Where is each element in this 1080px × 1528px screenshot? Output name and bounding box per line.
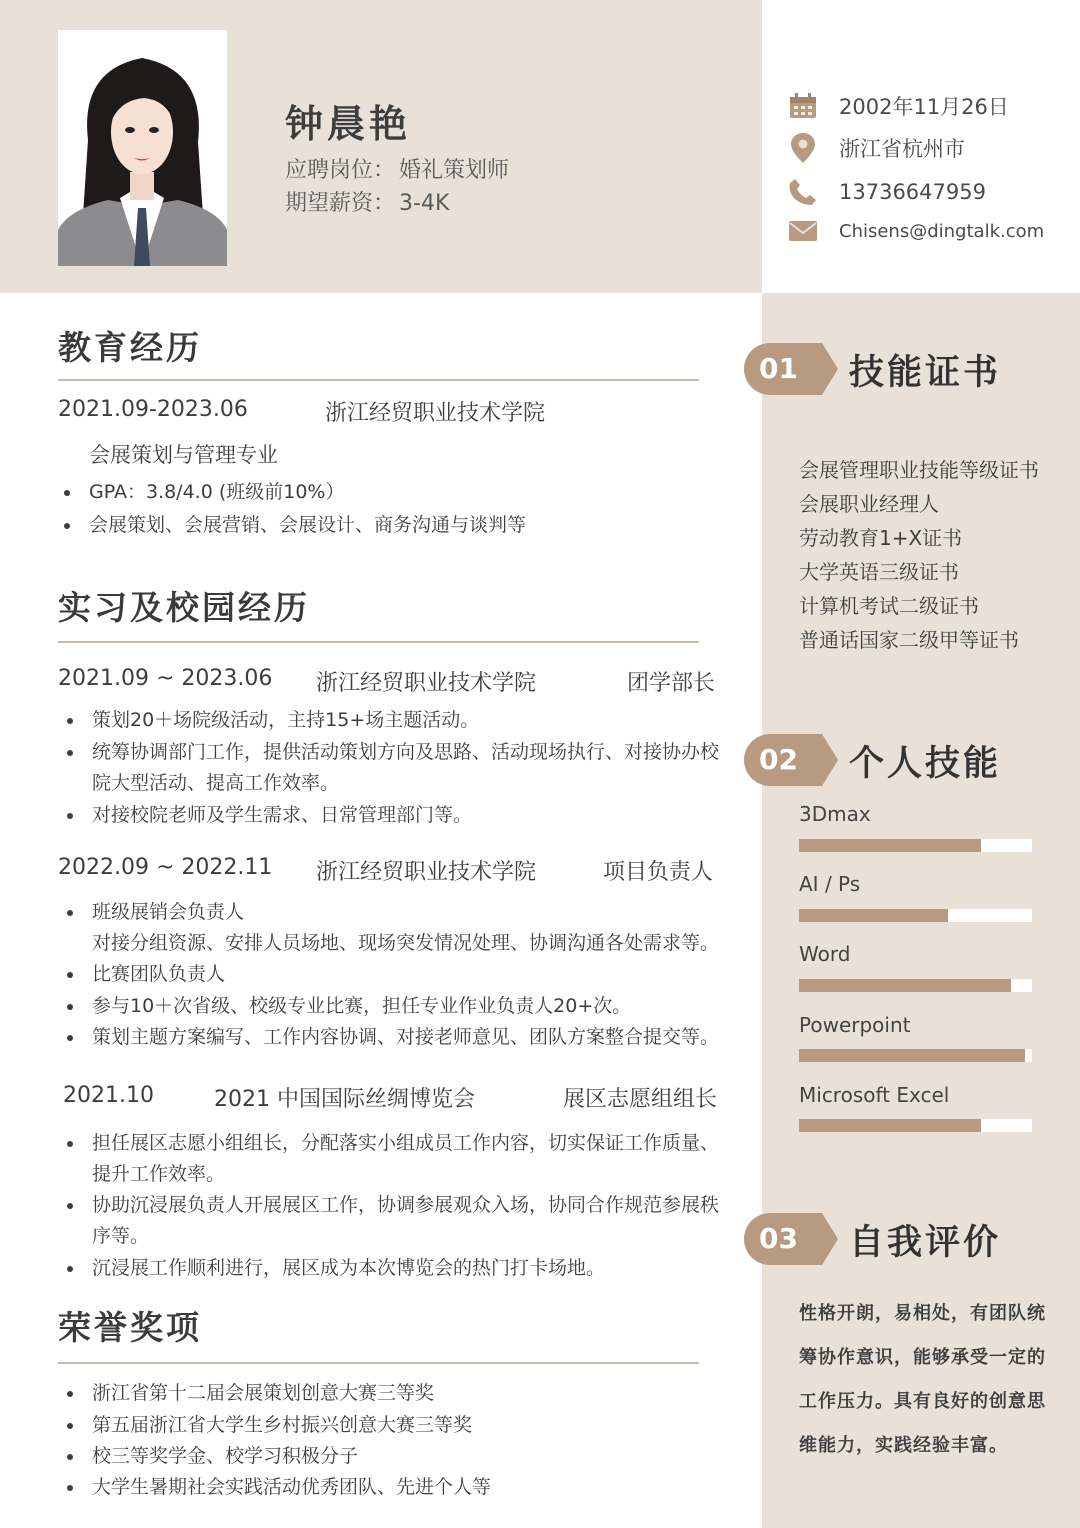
skill-bar	[799, 1049, 1032, 1062]
self-evaluation-number: 03	[759, 1222, 798, 1255]
skills-number-badge	[744, 734, 840, 786]
job-bullet: 协助沉浸展负责人开展展区工作，协调参展观众入场，协同合作规范参展秩序等。	[92, 1190, 732, 1252]
skill-bar-fill	[799, 1119, 981, 1132]
skill-name: Microsoft Excel	[799, 1083, 950, 1107]
job-period: 2022.09 ~ 2022.11	[58, 855, 273, 880]
certificates-title: 技能证书	[849, 353, 1002, 393]
contact-email	[788, 214, 1045, 248]
award-item: 第五届浙江省大学生乡村振兴创意大赛三等奖	[92, 1410, 472, 1441]
education-school: 浙江经贸职业技术学院	[325, 401, 546, 426]
education-major: 会展策划与管理专业	[89, 443, 278, 467]
awards-title: 荣誉奖项	[58, 1308, 202, 1347]
skill-bar-fill	[799, 909, 948, 922]
position-label: 应聘岗位：	[285, 158, 396, 183]
skill-name: 3Dmax	[799, 802, 871, 826]
profile-photo	[58, 30, 227, 266]
job-bullet: 统筹协调部门工作，提供活动策划方向及思路、活动现场执行、对接协办校院大型活动、提高工作效率。	[92, 737, 732, 799]
certificate-item: 会展职业经理人	[799, 492, 939, 516]
job-bullet: 沉浸展工作顺利进行，展区成为本次博览会的热门打卡场地。	[92, 1253, 732, 1284]
job-org: 浙江经贸职业技术学院	[316, 671, 537, 696]
job-bullet: 参与10＋次省级、校级专业比赛，担任专业作业负责人20+次。	[92, 991, 631, 1022]
skill-bar-fill	[799, 979, 1011, 992]
job-org: 浙江经贸职业技术学院	[316, 860, 537, 885]
skill-name: Word	[799, 942, 851, 966]
job-role: 项目负责人	[603, 860, 714, 885]
location-pin-icon	[788, 133, 818, 163]
job-org: 2021 中国国际丝绸博览会	[214, 1087, 475, 1112]
contact-location	[788, 131, 965, 165]
job-period: 2021.09 ~ 2023.06	[58, 666, 273, 691]
skill-bar	[799, 909, 1032, 922]
salary-value: 3-4K	[399, 191, 450, 216]
calendar-icon	[788, 91, 818, 121]
award-item: 大学生暑期社会实践活动优秀团队、先进个人等	[92, 1472, 491, 1503]
job-bullet: 策划主题方案编写、工作内容协调、对接老师意见、团队方案整合提交等。	[92, 1022, 719, 1053]
skill-bar	[799, 979, 1032, 992]
skill-bar-fill	[799, 1049, 1025, 1062]
job-period: 2021.10	[63, 1083, 154, 1108]
certificate-item: 普通话国家二级甲等证书	[799, 628, 1019, 652]
location-text: 浙江省杭州市	[839, 137, 965, 161]
self-evaluation-number-badge	[744, 1213, 840, 1265]
job-bullet: 比赛团队负责人	[92, 959, 225, 990]
certificates-number: 01	[759, 352, 798, 385]
position-line	[285, 153, 509, 184]
skills-title: 个人技能	[849, 744, 1002, 784]
education-divider	[58, 379, 699, 381]
job-bullet: 担任展区志愿小组组长，分配落实小组成员工作内容，切实保证工作质量、提升工作效率。	[92, 1128, 732, 1190]
skill-bar	[799, 1119, 1032, 1132]
education-title: 教育经历	[58, 328, 202, 367]
job-bullet-continuation: 对接分组资源、安排人员场地、现场突发情况处理、协调沟通各处需求等。	[92, 932, 720, 954]
awards-divider	[58, 1362, 699, 1364]
candidate-name: 钟晨艳	[285, 102, 412, 146]
self-evaluation-text: 性格开朗，易相处，有团队统筹协作意识，能够承受一定的工作压力。具有良好的创意思维能力，实践经验丰富。	[799, 1303, 1046, 1456]
skill-name: Powerpoint	[799, 1013, 911, 1037]
position-value: 婚礼策划师	[399, 158, 510, 183]
certificate-item: 计算机考试二级证书	[799, 594, 979, 618]
job-bullet: 班级展销会负责人	[92, 897, 244, 928]
award-item: 浙江省第十二届会展策划创意大赛三等奖	[92, 1378, 434, 1409]
skill-name: AI / Ps	[799, 872, 861, 896]
job-bullet: 策划20＋场院级活动，主持15+场主题活动。	[92, 705, 732, 736]
mail-icon	[788, 216, 818, 246]
education-bullet: GPA：3.8/4.0 (班级前10%）	[89, 477, 344, 508]
birthday-text: 2002年11月26日	[839, 95, 1009, 119]
job-bullet: 对接校院老师及学生需求、日常管理部门等。	[92, 800, 732, 831]
self-evaluation-title: 自我评价	[849, 1223, 1002, 1263]
skill-bar	[799, 839, 1032, 852]
skills-number: 02	[759, 743, 798, 776]
job-role: 展区志愿组组长	[563, 1087, 718, 1112]
salary-label: 期望薪资：	[285, 191, 396, 216]
award-item: 校三等奖学金、校学习积极分子	[92, 1441, 358, 1472]
certificate-item: 会展管理职业技能等级证书	[799, 458, 1039, 482]
contact-phone	[788, 175, 986, 209]
email-text: Chisens@dingtalk.com	[839, 220, 1045, 242]
salary-line	[285, 186, 449, 217]
contact-birthday	[788, 89, 1009, 123]
experience-title: 实习及校园经历	[58, 588, 310, 627]
experience-divider	[58, 641, 699, 643]
phone-text: 13736647959	[839, 180, 986, 204]
skill-bar-fill	[799, 839, 981, 852]
certificates-number-badge	[744, 343, 840, 395]
certificate-item: 劳动教育1+X证书	[799, 526, 963, 550]
phone-icon	[788, 177, 818, 207]
education-bullet: 会展策划、会展营销、会展设计、商务沟通与谈判等	[89, 510, 526, 541]
certificate-item: 大学英语三级证书	[799, 560, 959, 584]
job-role: 团学部长	[627, 671, 716, 696]
education-period: 2021.09-2023.06	[58, 397, 248, 422]
